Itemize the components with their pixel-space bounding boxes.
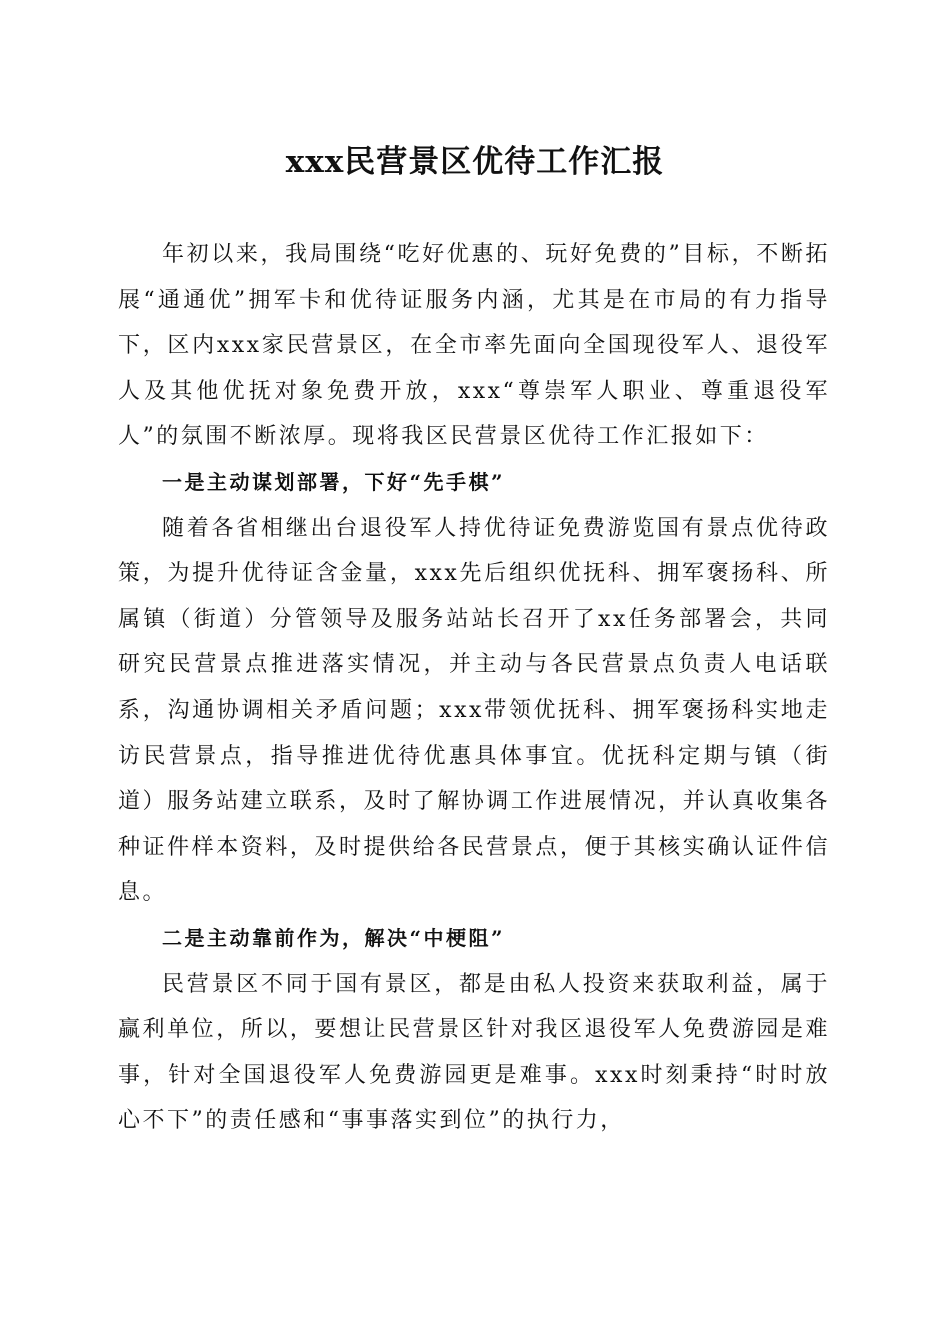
intro-paragraph: 年初以来，我局围绕“吃好优惠的、玩好免费的”目标，不断拓展“通通优”拥军卡和优待证服务内涵，尤其是在市局的有力指导下，区内xxx家民营景区，在全市率先面向全国现役军人、退役军人及其他优抚对象免费开放，xxx“尊崇军人职业、尊重退役军人”的氛围不断浓厚。现将我区民营景区优待工作汇报如下：: [118, 242, 830, 450]
section-heading-1: 一是主动谋划部署，下好“先手棋”: [162, 469, 506, 494]
document-body: [118, 232, 830, 1144]
section-heading-2: 二是主动靠前作为，解决“中梗阻”: [162, 925, 506, 950]
document-title: xxx民营景区优待工作汇报: [285, 144, 665, 180]
section-1-paragraph: 随着各省相继出台退役军人持优待证免费游览国有景点优待政策，为提升优待证含金量，xxx先后组织优抚科、拥军褒扬科、所属镇（街道）分管领导及服务站站长召开了xx任务部署会，共同研究民营景点推进落实情况，并主动与各民营景点负责人电话联系，沟通协调相关矛盾问题；xxx带领优抚科、拥军褒扬科实地走访民营景点，指导推进优待优惠具体事宜。优抚科定期与镇（街道）服务站建立联系，及时了解协调工作进展情况，并认真收集各种证件样本资料，及时提供给各民营景点，便于其核实确认证件信息。: [118, 515, 830, 906]
section-2-paragraph: 民营景区不同于国有景区，都是由私人投资来获取利益，属于赢利单位，所以，要想让民营景区针对我区退役军人免费游园是难事，针对全国退役军人免费游园更是难事。xxx时刻秉持“时时放心不下”的责任感和“事事落实到位”的执行力，: [118, 971, 830, 1134]
